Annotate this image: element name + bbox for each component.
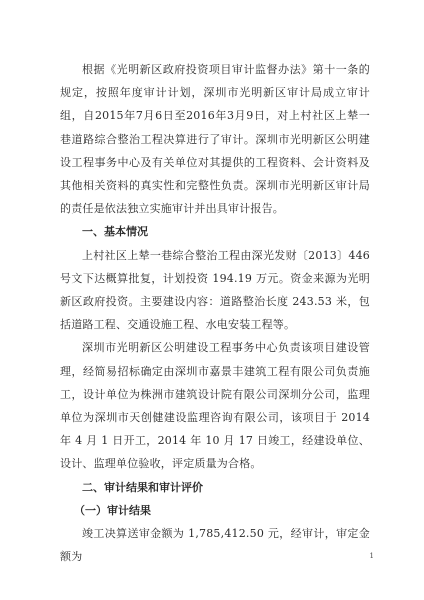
document-page — [60, 58, 370, 568]
basic-info-paragraph-2: 深圳市光明新区公明建设工程事务中心负责该项目建设管理，经简易招标确定由深圳市嘉景丰建筑工程有限公司负责施工，设计单位为株洲市建筑设计院有限公司深圳分公司，监理单位为深圳市天创健建设监理咨询有限公司，该项目于 2014 年 4 月 1 日开工，2014 年 10 月 17 日竣工，经建设单位、设计、监理单位验收，评定质量为合格。 — [60, 341, 370, 471]
section-audit-results-heading: 二、审计结果和审计评价 — [82, 480, 203, 494]
basic-info-paragraph-1: 上村社区上辇一巷综合整治工程由深光发财〔2013〕446号文下达概算批复，计划投资 194.19 万元。资金来源为光明新区政府投资。主要建设内容：道路整治长度 243.53 米，包括道路工程、交通设施工程、水电安装工程等。 — [60, 248, 370, 332]
section-basic-info-heading: 一、基本情况 — [82, 225, 148, 239]
intro-paragraph: 根据《光明新区政府投资项目审计监督办法》第十一条的规定，按照年度审计计划，深圳市光明新区审计局成立审计组，自2015年7月6日至2016年3月9日，对上村社区上辇一巷道路综合整治工程决算进行了审计。深圳市光明新区公明建设工程事务中心及有关单位对其提供的工程资料、会计资料及其他相关资料的真实性和完整性负责。深圳市光明新区审计局的责任是依法独立实施审计并出具审计报告。 — [60, 63, 370, 216]
audit-results-paragraph: 竣工决算送审金额为 1,785,412.50 元，经审计，审定金额为 — [60, 527, 370, 564]
page-number: 1 — [369, 552, 374, 560]
audit-results-subheading: （一）审计结果 — [74, 503, 151, 517]
